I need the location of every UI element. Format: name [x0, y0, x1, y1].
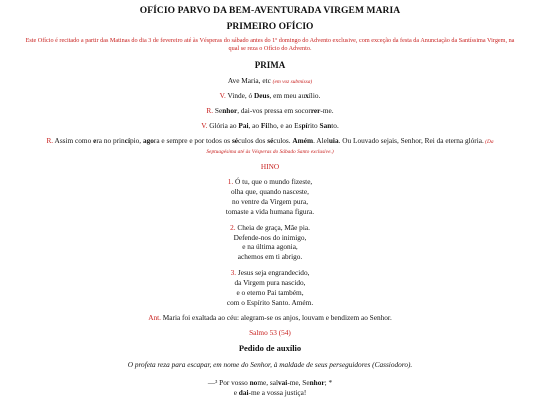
stanza-line: e na última agonia, — [242, 242, 298, 252]
hymn-heading: HINO — [260, 162, 280, 172]
response-text: , dai-vos pressa em socor — [237, 105, 311, 115]
stanza-line: achemos em ti abrigo. — [237, 252, 303, 262]
stanza-number: 1. — [227, 177, 234, 187]
versicle-accent: San — [319, 120, 332, 130]
stanza-line: olha que, quando nasceste, — [230, 187, 309, 197]
stanza-line: Defende-nos do inimigo, — [233, 232, 307, 242]
response-text: Se — [213, 105, 223, 115]
response-accent: cí — [124, 135, 130, 145]
response-accent: uia — [328, 135, 339, 145]
response-mark: R. — [46, 135, 54, 145]
stanza-line: e o eterno Pai também, — [236, 287, 304, 297]
versicle-text: ílio. — [308, 90, 321, 100]
versicle-mark: V. — [201, 120, 208, 130]
response-mark: R. — [206, 105, 214, 115]
antiphon — [0, 313, 540, 322]
antiphon-mark: Ant. — [148, 313, 161, 323]
response-text: -me. — [320, 105, 334, 115]
response-note: (Da — [483, 138, 494, 145]
versicle-text: Glória ao — [207, 120, 239, 130]
verse-accent: dai — [238, 388, 249, 398]
response-text: . Alel — [313, 135, 329, 145]
response-accent: e — [93, 135, 97, 145]
intro-line-1: Este Ofício é recitado a partir das Matinas do dia 3 de fevereiro até às Vésperas do sábado antes do 1º domingo do Advento exclusive, com exceção da festa da Anunciação da Santíssima Virgem, na — [25, 37, 515, 44]
ave-note: (em voz submissa) — [272, 78, 313, 85]
verse-accent: no — [249, 378, 258, 388]
response-text: culos. — [273, 135, 293, 145]
hymn-stanza — [0, 223, 540, 262]
office-subtitle: PRIMEIRO OFÍCIO — [226, 22, 314, 32]
versicle-accent: Deus — [254, 90, 270, 100]
response-accent: nhor — [222, 105, 238, 115]
verse-text: -me, Se — [287, 378, 310, 388]
hymn-stanza — [0, 268, 540, 307]
ave-maria-line — [0, 76, 540, 85]
office-page — [0, 6, 540, 398]
response-text: . Ou Louvado sejais, Senhor, Rei da eterna glória. — [338, 135, 484, 145]
versicle-text: Vinde, ó — [225, 90, 255, 100]
response-note: Septuagésima até às Vésperas do Sábado Santo exclusive.) — [206, 149, 334, 156]
verse-number: —³ — [207, 378, 218, 388]
response-accent: rer — [310, 105, 321, 115]
versicle-accent: x — [305, 90, 309, 100]
response-text: ra no prin — [96, 135, 125, 145]
response-text: pio, — [129, 135, 143, 145]
page-title: OFÍCIO PARVO DA BEM-AVENTURADA VIRGEM MARIA — [139, 6, 401, 16]
stanza-number: 3. — [230, 268, 237, 278]
versicle-accent: pí — [301, 120, 308, 130]
versicle-text: , em meu au — [269, 90, 306, 100]
verse-accent: nhor — [309, 378, 325, 388]
verse-text: Por vosso — [217, 378, 250, 388]
verse-text: -me a vossa justiça! — [248, 388, 307, 398]
response-text: ra e sempre e por todos os — [153, 135, 232, 145]
hymn-stanza — [0, 177, 540, 216]
versicle-2 — [0, 121, 540, 130]
response-1 — [0, 106, 540, 115]
section-prima: PRIMA — [254, 59, 286, 70]
stanza-line: da Virgem pura nascido, — [234, 277, 306, 287]
response-accent: sé — [231, 135, 239, 145]
response-2 — [8, 136, 532, 157]
intro-line-2: qual se reza o Ofício do Advento. — [228, 45, 312, 53]
stanza-line: com o Espírito Santo. Amém. — [226, 297, 314, 307]
verse-text: e — [233, 388, 239, 398]
stanza-line: Cheia de graça, Mãe pia. — [237, 222, 310, 232]
response-accent: Amém — [292, 135, 314, 145]
response-text: culos dos — [238, 135, 268, 145]
versicle-accent: Fi — [260, 120, 268, 130]
versicle-text: lho, e ao Es — [267, 120, 302, 130]
verse-text: me, sal — [257, 378, 278, 388]
versicle-text: , ao — [248, 120, 261, 130]
versicle-mark: V. — [219, 90, 226, 100]
versicle-text: rito — [307, 120, 320, 130]
stanza-number: 2. — [230, 222, 236, 232]
stanza-line: Ó tu, que o mundo fizeste, — [235, 177, 313, 187]
psalm-heading: Salmo 53 (54) — [249, 328, 291, 338]
versicle-text: to. — [331, 120, 339, 130]
response-text: Assim como — [53, 135, 94, 145]
versicle-1 — [0, 91, 540, 100]
psalm-title: Pedido de auxílio — [238, 343, 302, 354]
response-accent: sé — [267, 135, 274, 145]
ave-text: Ave Maria, etc — [227, 75, 273, 85]
verse-accent: vai — [277, 378, 288, 388]
antiphon-text: Maria foi exaltada ao céu: alegram-se os anjos, louvam e bendizem ao Senhor. — [160, 313, 392, 323]
psalm-summary: O profeta reza para escapar, em nome do Senhor, à maldade de seus perseguidores (Cassiodoro). — [127, 360, 413, 370]
stanza-line: Jesus seja engrandecido, — [237, 268, 310, 278]
stanza-line: tomaste a vida humana figura. — [225, 206, 315, 216]
intro-rubric — [6, 37, 534, 54]
versicle-accent: Pai — [238, 120, 249, 130]
psalm-verse — [0, 378, 540, 398]
response-accent: ago — [142, 135, 154, 145]
stanza-line: no ventre da Virgem pura, — [231, 197, 309, 206]
verse-text: ; * — [324, 378, 333, 388]
